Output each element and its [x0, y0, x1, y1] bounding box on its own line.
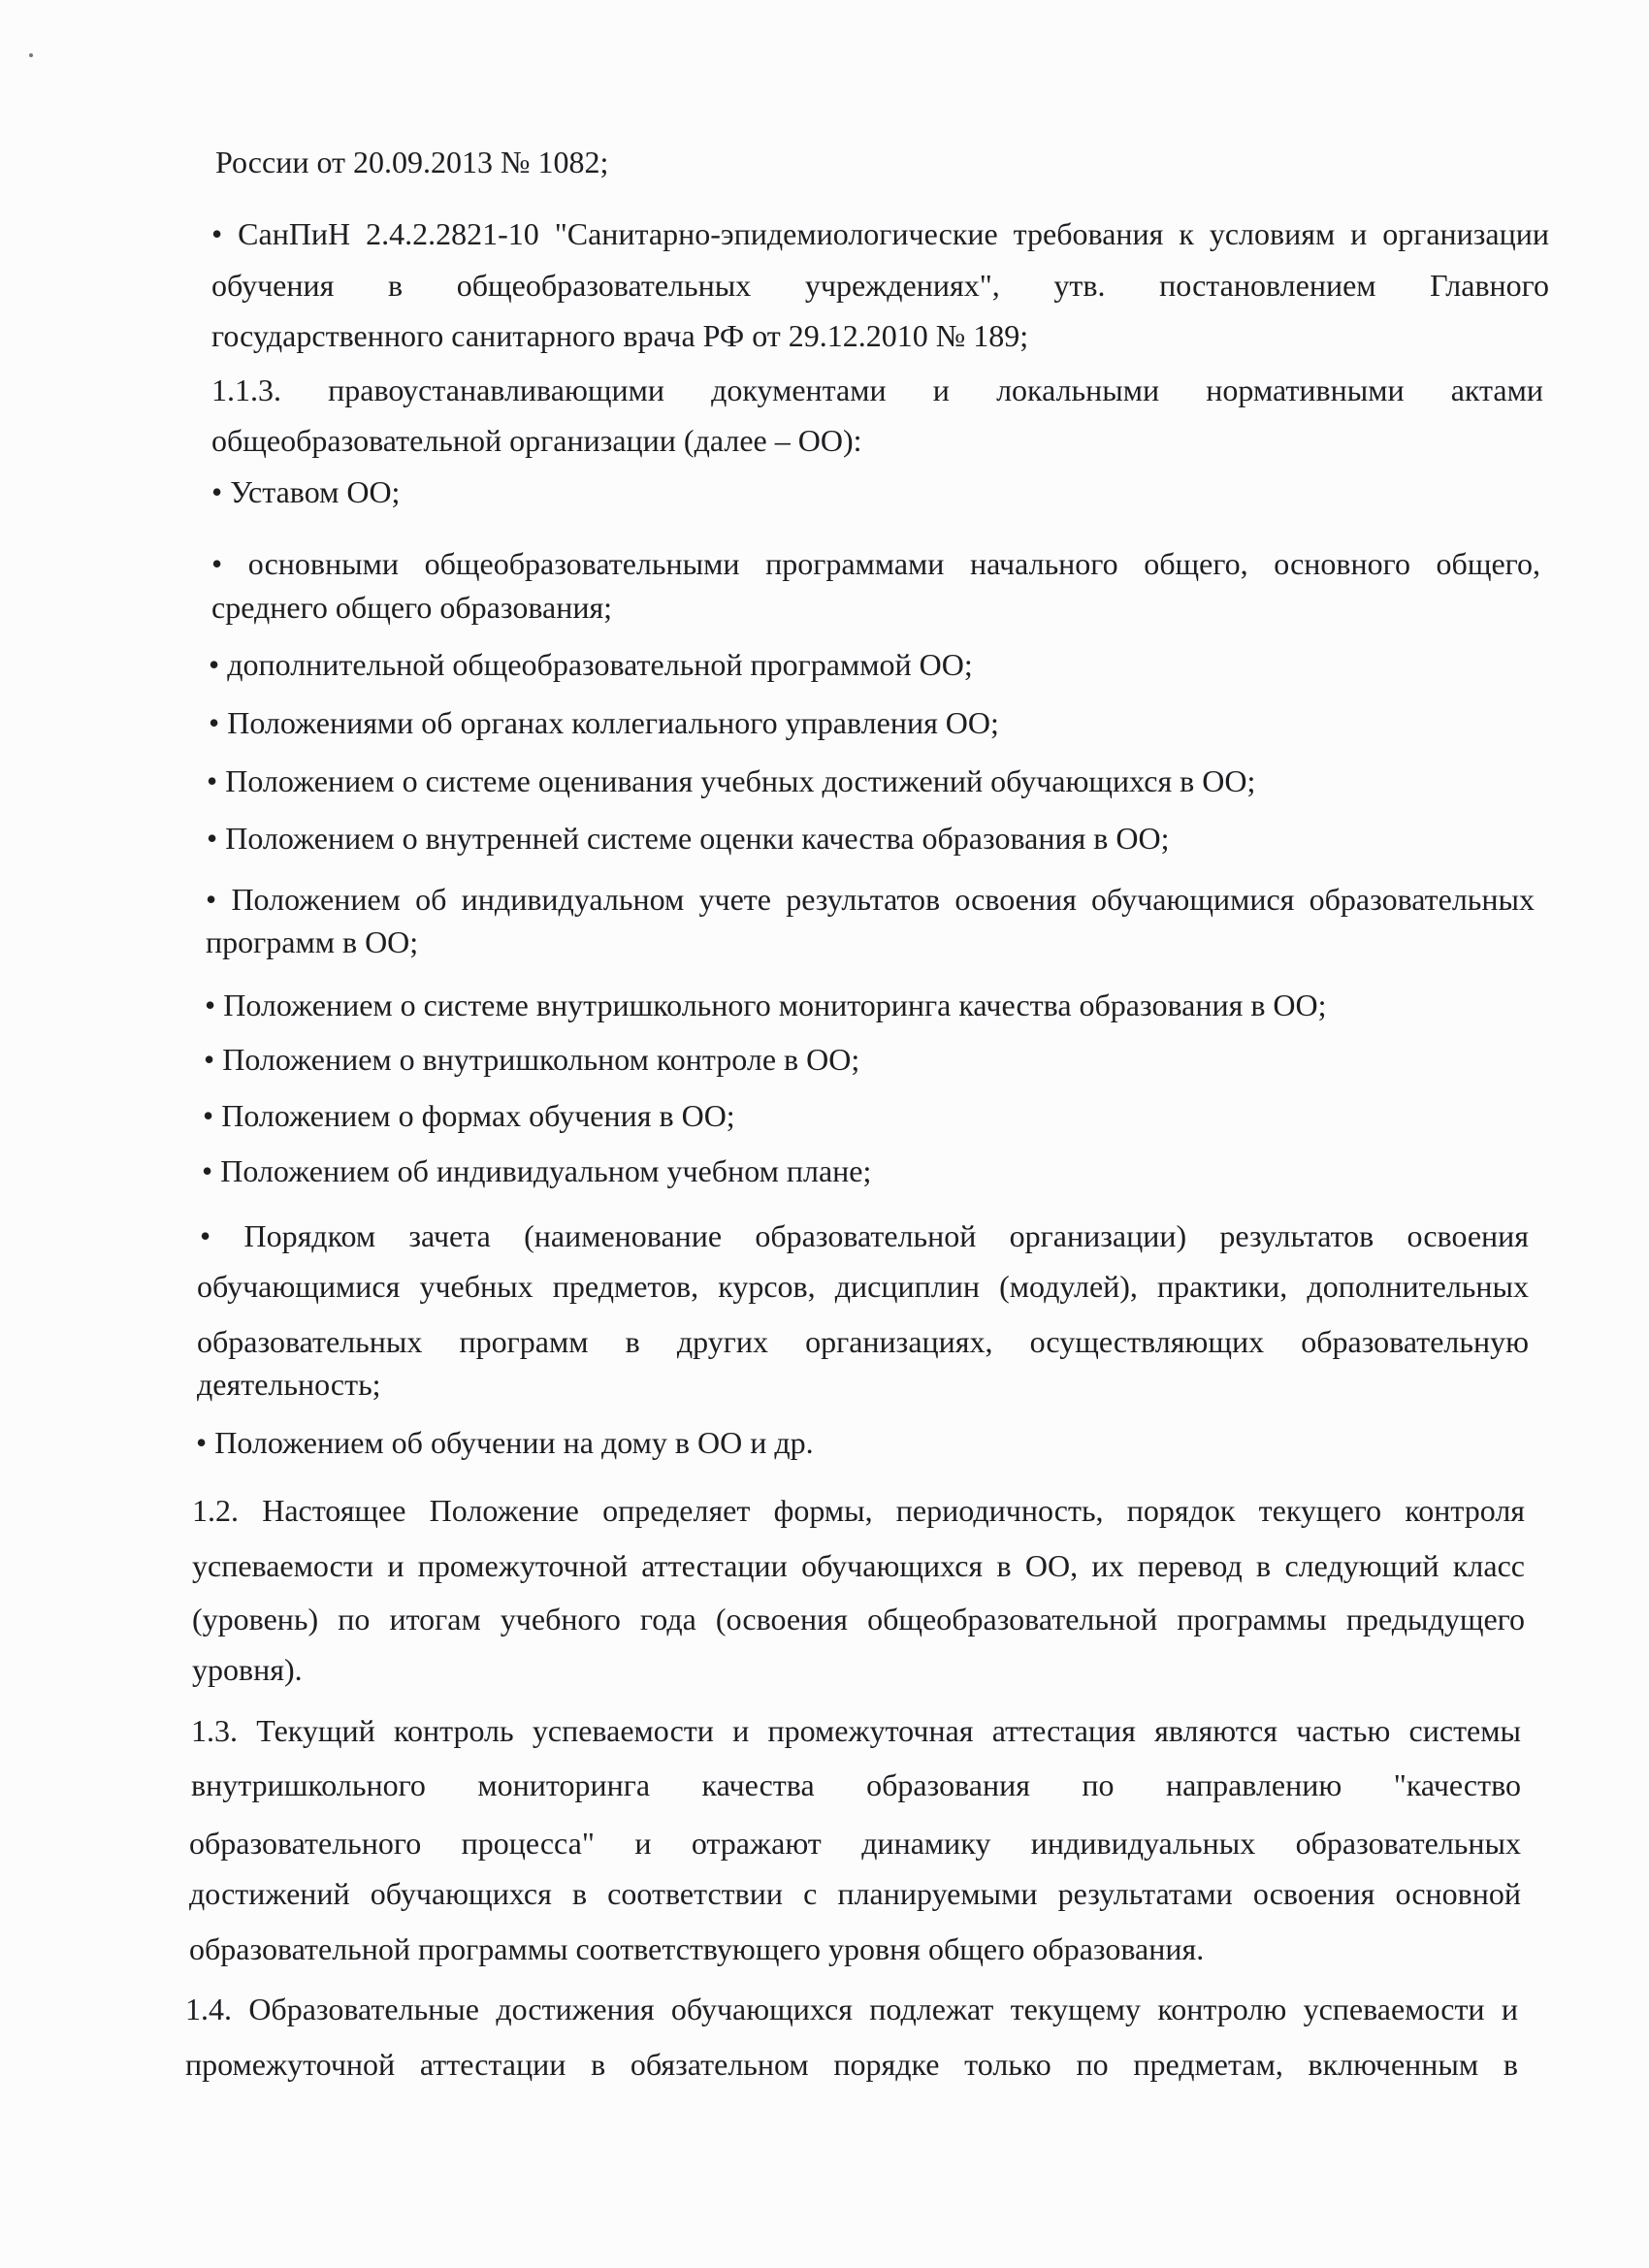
text-line: 1.2. Настоящее Положение определяет формы, периодичность, порядок текущего контроля	[192, 1493, 1525, 1528]
text-line: • Положением о формах обучения в ОО;	[203, 1098, 735, 1133]
text-line: • дополнительной общеобразовательной программой ОО;	[209, 647, 973, 682]
text-line: • Положением о внутренней системе оценки качества образования в ОО;	[207, 821, 1170, 856]
text-line: обучающимися учебных предметов, курсов, дисциплин (модулей), практики, дополнительных	[197, 1269, 1529, 1304]
text-line: государственного санитарного врача РФ от 29.12.2010 № 189;	[211, 318, 1029, 353]
text-line: России от 20.09.2013 № 1082;	[215, 145, 609, 179]
text-line: • Положением об индивидуальном учете результатов освоения обучающимися образовательных	[206, 882, 1535, 917]
text-line: образовательных программ в других организациях, осуществляющих образовательную	[197, 1324, 1529, 1359]
scan-speck	[29, 53, 33, 57]
text-line: • Положениями об органах коллегиального управления ОО;	[209, 705, 999, 740]
text-line: • СанПиН 2.4.2.2821-10 "Санитарно-эпидемиологические требования к условиям и организации	[211, 216, 1549, 251]
text-line: 1.4. Образовательные достижения обучающихся подлежат текущему контролю успеваемости и	[185, 1992, 1518, 2026]
text-line: образовательного процесса" и отражают динамику индивидуальных образовательных	[189, 1826, 1521, 1861]
text-line: достижений обучающихся в соответствии с планируемыми результатами освоения основной	[189, 1876, 1521, 1911]
text-line: программ в ОО;	[206, 924, 419, 959]
text-line: • Уставом ОО;	[211, 474, 401, 509]
text-line: образовательной программы соответствующего уровня общего образования.	[189, 1931, 1205, 1966]
text-line: 1.1.3. правоустанавливающими документами и локальными нормативными актами	[211, 373, 1543, 407]
text-line: • Положением о системе оценивания учебных достижений обучающихся в ОО;	[207, 763, 1256, 798]
text-line: промежуточной аттестации в обязательном порядке только по предметам, включенным в	[185, 2047, 1518, 2082]
text-line: обучения в общеобразовательных учреждениях", утв. постановлением Главного	[211, 268, 1549, 303]
text-line: успеваемости и промежуточной аттестации обучающихся в ОО, их перевод в следующий класс	[192, 1548, 1525, 1583]
text-line: внутришкольного мониторинга качества образования по направлению "качество	[191, 1767, 1521, 1802]
text-line: • Порядком зачета (наименование образовательной организации) результатов освоения	[200, 1218, 1529, 1253]
text-line: • Положением о внутришкольном контроле в ОО;	[204, 1042, 860, 1077]
text-line: • Положением об индивидуальном учебном плане;	[202, 1153, 872, 1188]
text-line: уровня).	[192, 1652, 303, 1687]
text-line: 1.3. Текущий контроль успеваемости и промежуточная аттестация являются частью системы	[191, 1713, 1521, 1748]
text-line: • Положением о системе внутришкольного мониторинга качества образования в ОО;	[205, 988, 1327, 1022]
text-line: общеобразовательной организации (далее – ОО):	[211, 423, 862, 458]
text-line: среднего общего образования;	[211, 590, 613, 625]
text-line: • основными общеобразовательными программами начального общего, основного общего,	[211, 546, 1540, 581]
text-line: (уровень) по итогам учебного года (освоения общеобразовательной программы предыдущего	[192, 1602, 1525, 1636]
text-line: деятельность;	[197, 1367, 381, 1402]
text-line: • Положением об обучении на дому в ОО и др.	[196, 1425, 814, 1460]
